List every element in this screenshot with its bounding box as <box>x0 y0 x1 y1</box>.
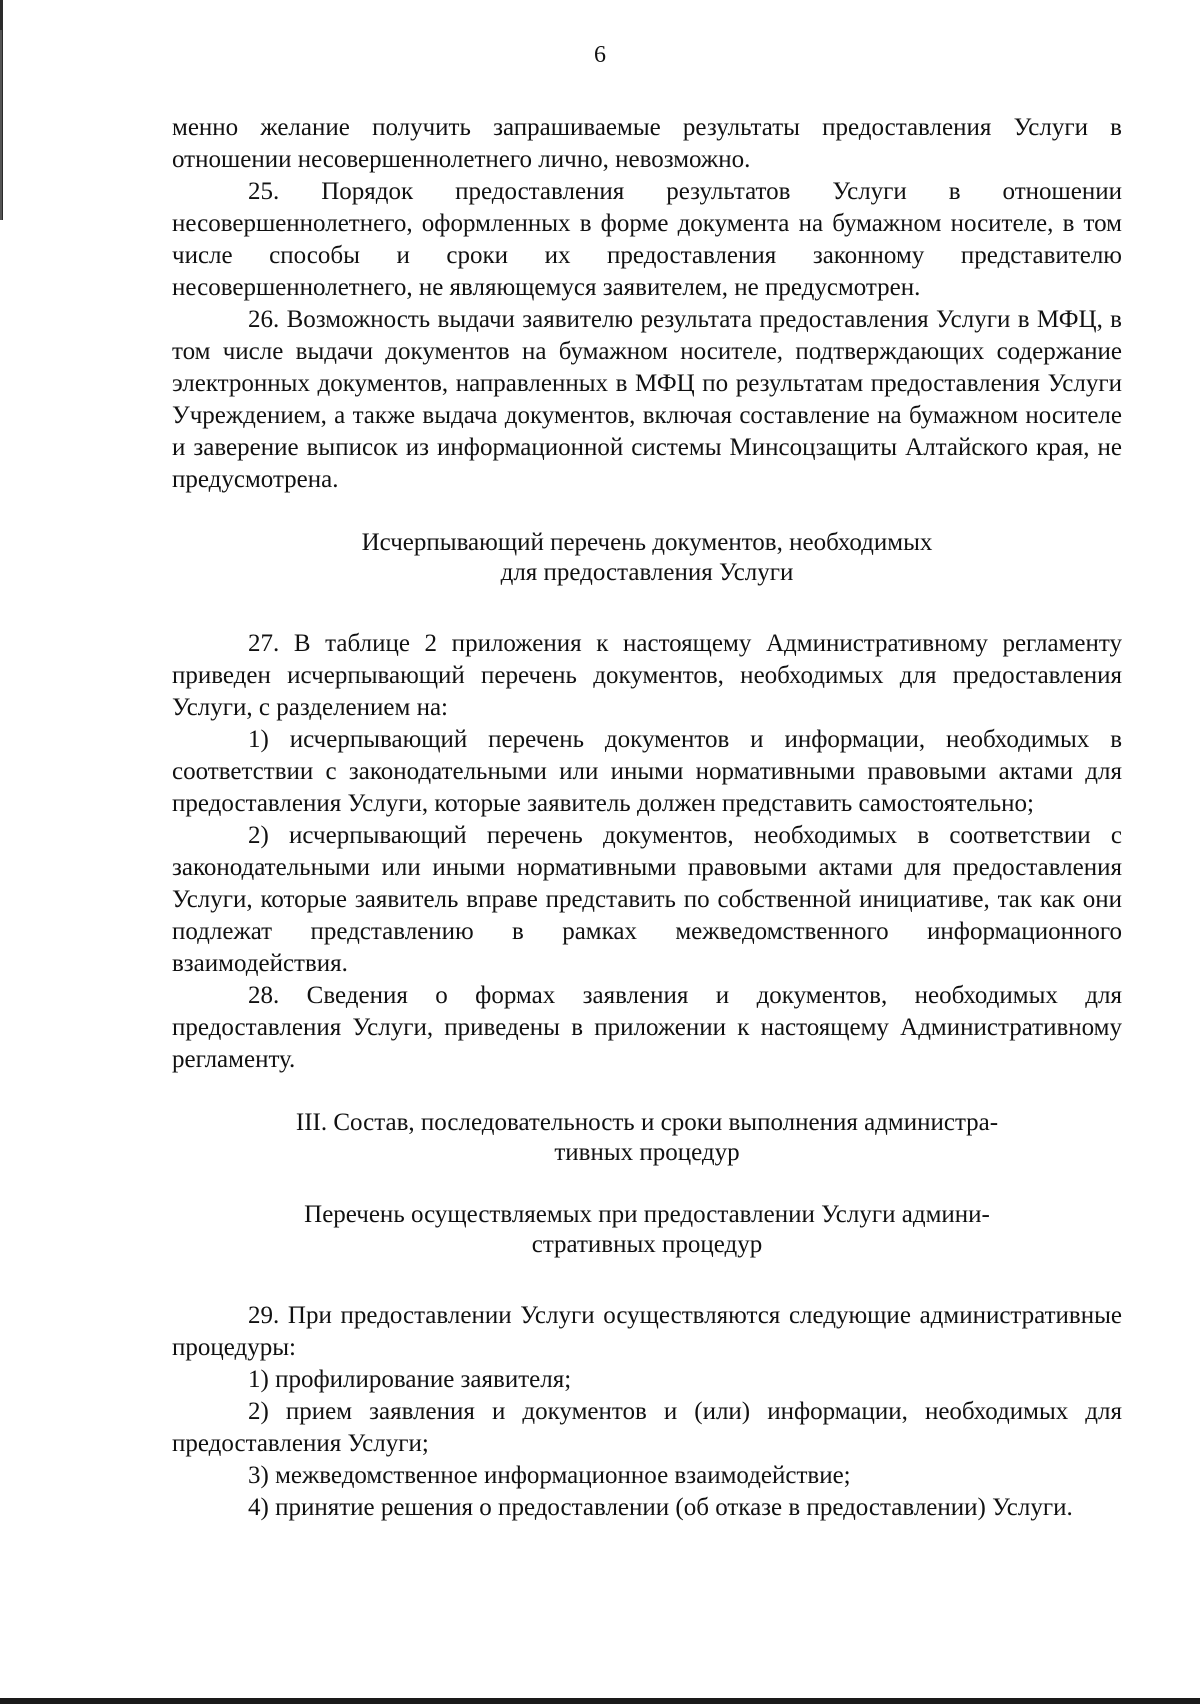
spacer <box>172 588 1122 628</box>
paragraph-29-item-1: 1) профилирование заявителя; <box>248 1366 572 1393</box>
paragraph-continuation: менно желание получить запрашиваемые результаты предоставления Услуги в отношении несовершеннолетнего лично, невозможно. <box>172 114 1122 173</box>
scan-edge-bottom <box>0 1698 1200 1704</box>
spacer <box>172 1260 1122 1300</box>
document-body <box>172 112 1122 1524</box>
paragraph-25: 25. Порядок предоставления результатов Услуги в отношении несовершеннолетнего, оформленных в форме документа на бумажном носителе, в том числе способы и сроки их предоставления законному представителю несовершеннолетнего, не являющемуся заявителем, не предусмотрен. <box>172 178 1122 301</box>
paragraph-26: 26. Возможность выдачи заявителю результата предоставления Услуги в МФЦ, в том числе выдачи документов на бумажном носителе, подтверждающих содержание электронных документов, направленных в МФЦ по результатам предоставления Услуги Учреждением, а также выдача документов, включая составление на бумажном носителе и заверение выписок из информационной системы Минсоцзащиты Алтайского края, не предусмотрена. <box>172 306 1122 493</box>
heading-line: стративных процедур <box>531 1231 763 1258</box>
heading-line: для предоставления Услуги <box>500 559 794 586</box>
paragraph-29-item-3: 3) межведомственное информационное взаимодействие; <box>248 1462 851 1489</box>
heading-section-3 <box>172 1108 1122 1168</box>
heading-line: тивных процедур <box>554 1139 740 1166</box>
paragraph-27-item-1: 1) исчерпывающий перечень документов и информации, необходимых в соответствии с законодательными или иными нормативными правовыми актами для предоставления Услуги, которые заявитель должен представить самостоятельно; <box>172 726 1122 817</box>
page-number: 6 <box>594 42 606 68</box>
spacer <box>172 1076 1122 1108</box>
paragraph-29-item-4: 4) принятие решения о предоставлении (об отказе в предоставлении) Услуги. <box>248 1494 1073 1521</box>
paragraph-27: 27. В таблице 2 приложения к настоящему Административному регламенту приведен исчерпывающий перечень документов, необходимых для предоставления Услуги, с разделением на: <box>172 630 1122 721</box>
heading-line: Перечень осуществляемых при предоставлении Услуги админи- <box>304 1201 990 1228</box>
spacer <box>172 496 1122 528</box>
spacer <box>172 1168 1122 1200</box>
heading-procedures-list <box>172 1200 1122 1260</box>
paragraph-29-item-2: 2) прием заявления и документов и (или) информации, необходимых для предоставления Услуги; <box>172 1398 1122 1457</box>
heading-line: III. Состав, последовательность и сроки выполнения администра- <box>295 1109 999 1136</box>
heading-documents-list <box>172 528 1122 588</box>
paragraph-29: 29. При предоставлении Услуги осуществляются следующие административные процедуры: <box>172 1302 1122 1361</box>
paragraph-28: 28. Сведения о формах заявления и документов, необходимых для предоставления Услуги, приведены в приложении к настоящему Административному регламенту. <box>172 982 1122 1073</box>
paragraph-27-item-2: 2) исчерпывающий перечень документов, необходимых в соответствии с законодательными или иными нормативными правовыми актами для предоставления Услуги, которые заявитель вправе представить по собственной инициативе, так как они подлежат представлению в рамках межведомственного информационного взаимодействия. <box>172 822 1122 977</box>
heading-line: Исчерпывающий перечень документов, необходимых <box>361 529 933 556</box>
